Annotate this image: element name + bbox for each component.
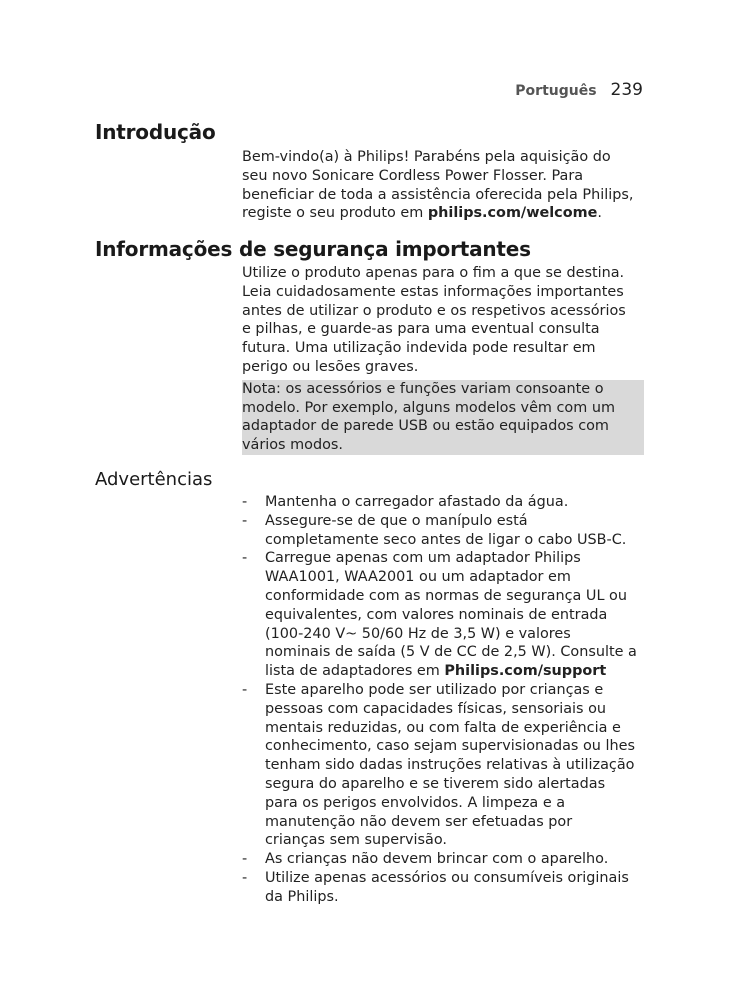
warning-line: Carregue apenas com um adaptador Philips [265, 550, 581, 567]
intro-register-text: registe o seu produto em [242, 205, 428, 222]
safety-line: perigo ou lesões graves. [242, 358, 419, 375]
warning-line: Assegure-se de que o manípulo está [265, 512, 528, 529]
warning-line: conformidade com as normas de segurança UL ou [265, 587, 627, 604]
warning-line: equivalentes, com valores nominais de entrada [265, 606, 608, 623]
bullet-dash: - [242, 681, 248, 698]
note-line: vários modos. [242, 437, 343, 454]
warning-line: da Philips. [265, 888, 339, 905]
warning-item [242, 549, 644, 681]
warning-item [242, 850, 644, 869]
note-line: adaptador de parede USB ou estão equipados com [242, 418, 609, 435]
warning-line: tenham sido dadas instruções relativas à utilização [265, 757, 635, 774]
warnings-list [242, 493, 644, 907]
safety-line: e pilhas, e guarde-as para uma eventual consulta [242, 321, 600, 338]
note-line: Nota: os acessórios e funções variam consoante o [242, 380, 604, 397]
warning-line: As crianças não devem brincar com o aparelho. [265, 851, 609, 868]
warning-line: completamente seco antes de ligar o cabo USB-C. [265, 531, 627, 548]
bullet-dash: - [242, 550, 248, 567]
intro-line-last [242, 204, 644, 223]
warning-line: (100-240 V~ 50/60 Hz de 3,5 W) e valores [265, 625, 571, 642]
safety-paragraph [242, 264, 644, 377]
warning-line: segura do aparelho e se tiverem sido alertadas [265, 775, 606, 792]
warning-line: Este aparelho pode ser utilizado por crianças e [265, 681, 604, 698]
safety-line: Utilize o produto apenas para o fim a que se destina. [242, 265, 625, 281]
intro-paragraph [242, 148, 644, 223]
warning-line: crianças sem supervisão. [265, 832, 447, 849]
bullet-dash: - [242, 851, 248, 868]
warning-line: manutenção não devem ser efetuadas por [265, 813, 573, 830]
warnings-section [242, 493, 644, 907]
bullet-dash: - [242, 512, 248, 529]
warning-line-last [265, 662, 644, 681]
warning-line: Utilize apenas acessórios ou consumíveis originais [265, 869, 629, 886]
warning-item [242, 681, 644, 850]
intro-line: beneficiar de toda a assistência oferecida pela Philips, [242, 186, 634, 203]
intro-line: seu novo Sonicare Cordless Power Flosser. Para [242, 167, 584, 184]
bullet-dash: - [242, 869, 248, 886]
safety-line: antes de utilizar o produto e os respetivos acessórios [242, 302, 626, 319]
safety-line: futura. Uma utilização indevida pode resultar em [242, 340, 596, 357]
intro-line: Bem-vindo(a) à Philips! Parabéns pela aquisição do [242, 149, 611, 165]
safety-section [242, 264, 644, 455]
warning-item [242, 869, 644, 907]
warning-line: para os perigos envolvidos. A limpeza e a [265, 794, 566, 811]
note-line: modelo. Por exemplo, alguns modelos vêm com um [242, 399, 615, 416]
safety-heading: Informações de segurança importantes [95, 237, 531, 261]
adapter-list-text: lista de adaptadores em [265, 663, 445, 680]
warning-line: mentais reduzidas, ou com falta de experiência e [265, 719, 621, 736]
note-box [242, 380, 644, 455]
safety-line: Leia cuidadosamente estas informações importantes [242, 283, 624, 300]
page-header [515, 80, 643, 100]
language-label: Português [515, 83, 597, 99]
warning-line: WAA1001, WAA2001 ou um adaptador em [265, 569, 571, 586]
warning-line: pessoas com capacidades físicas, sensoriais ou [265, 700, 607, 717]
intro-heading: Introdução [95, 120, 216, 144]
page-number: 239 [610, 80, 643, 100]
warning-item [242, 512, 644, 550]
warning-item [242, 493, 644, 512]
warnings-heading: Advertências [95, 469, 213, 490]
bullet-dash: - [242, 494, 248, 510]
intro-period: . [597, 205, 602, 222]
warning-line: nominais de saída (5 V de CC de 2,5 W). Consulte a [265, 644, 637, 661]
support-link[interactable]: Philips.com/support [444, 663, 607, 680]
warning-line: Mantenha o carregador afastado da água. [265, 494, 569, 510]
warning-line: conhecimento, caso sejam supervisionadas ou lhes [265, 738, 635, 755]
welcome-link[interactable]: philips.com/welcome [427, 205, 598, 222]
